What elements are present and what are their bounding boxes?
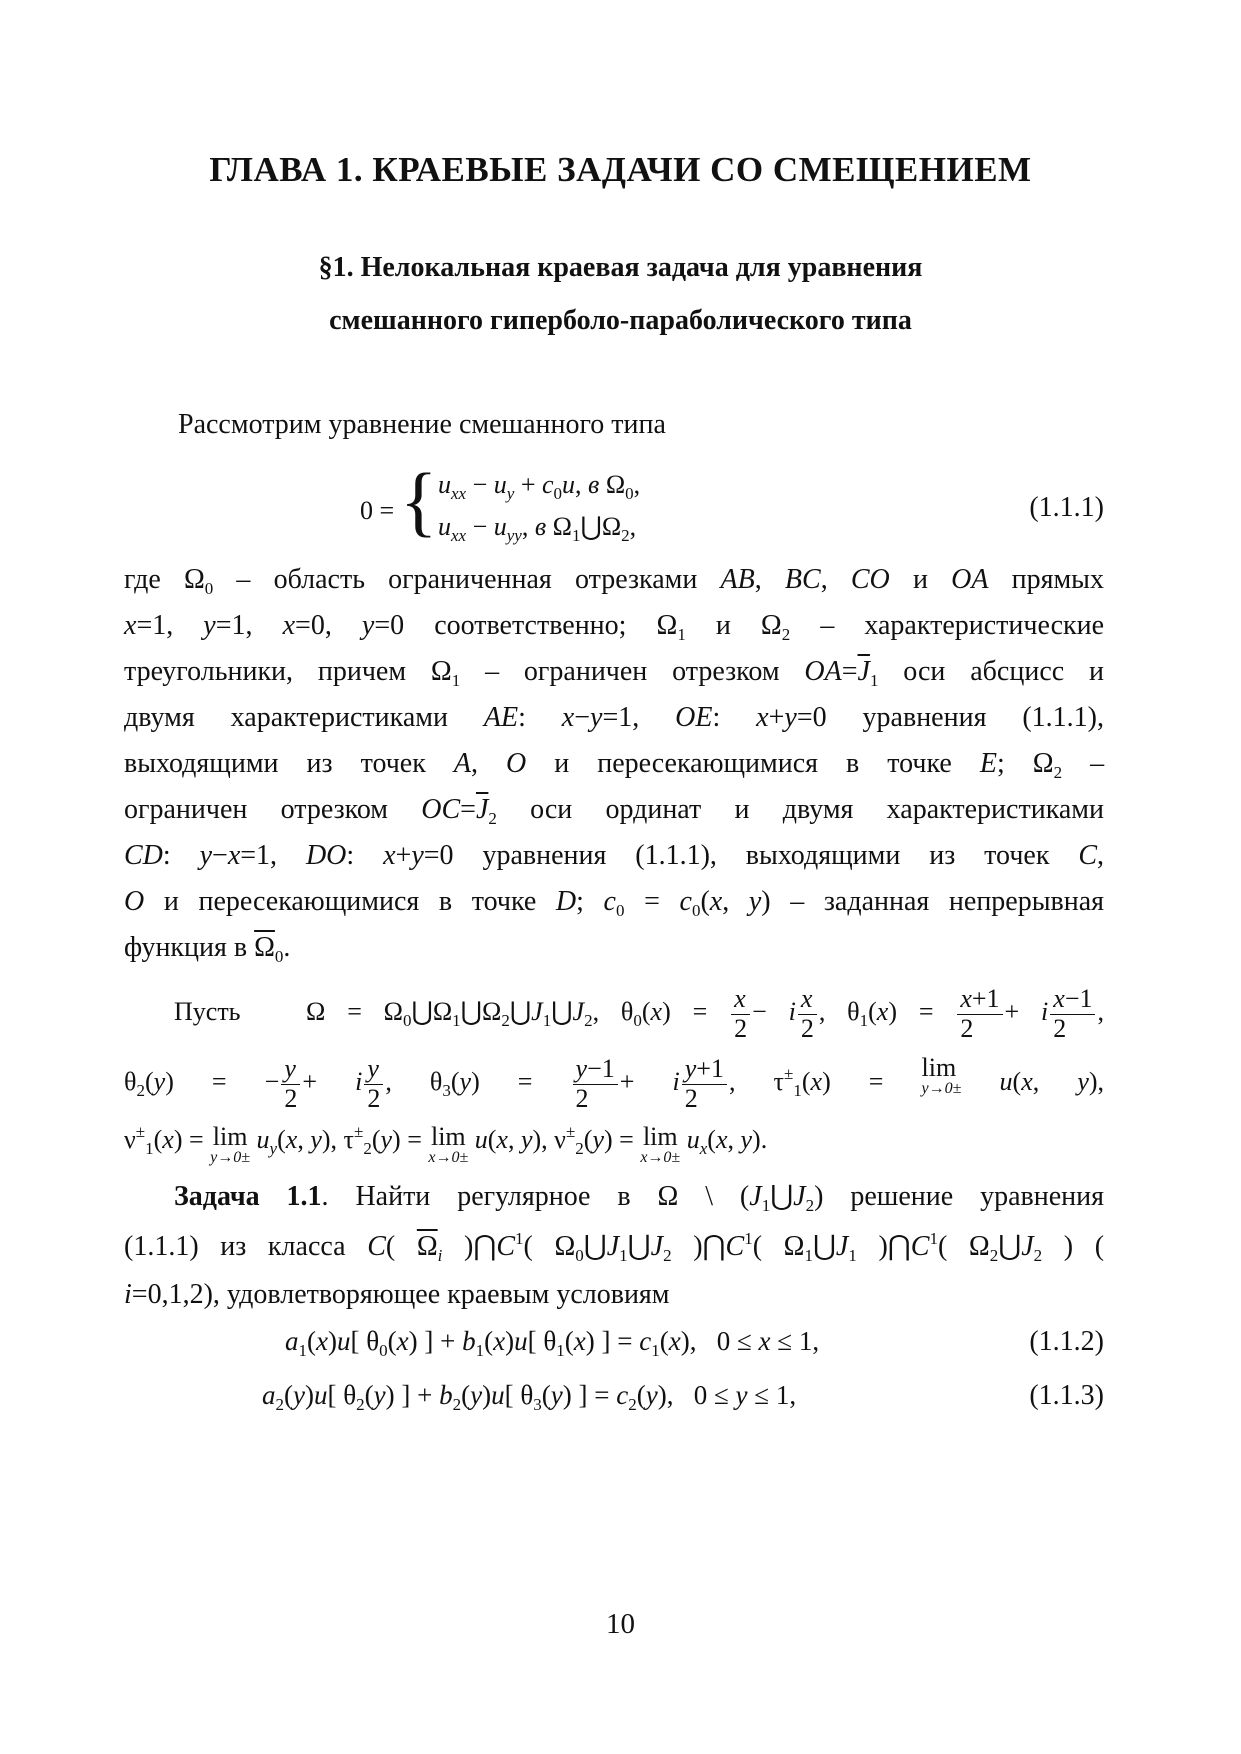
text-fragment: ), удовлетворяющее краевым условиям — [203, 1279, 670, 1310]
paragraph-line: выходящими из точек A, O и пересекающимися в точке E; $\Omega_2$ – — [124, 748, 1105, 782]
text-fragment: оси абсцисс и — [903, 656, 1105, 687]
text-fragment: : — [518, 702, 526, 733]
problem-title: Задача 1.1 — [174, 1181, 322, 1212]
text-fragment: оси ординат и двумя характеристиками — [530, 794, 1104, 825]
text-fragment: и — [912, 564, 928, 595]
definitions-line: $\nu^\pm_1(x) = \lim$ y→0± $u_y(x$, y), $\tau^\pm_2(y) = \lim$ x→0± u(x, y), $\nu^\pm_2(y) = \lim$ x→0± $u_x(x$, y). — [124, 1122, 768, 1166]
text-fragment: ограничен отрезком — [124, 794, 389, 825]
paragraph-line: ограничен отрезком $OC=\overline{J}_2$ оси ординат и двумя характеристиками — [124, 794, 1104, 828]
chapter-title: ГЛАВА 1. КРАЕВЫЕ ЗАДАЧИ СО СМЕЩЕНИЕМ — [209, 150, 1032, 189]
text-fragment: соответственно; — [434, 610, 627, 641]
text-fragment: двумя характеристиками — [124, 702, 448, 733]
equation-number-1-1-3: (1.1.3) — [1029, 1380, 1104, 1411]
equation-1-1-1: 0 = { $u_{xx} - u_y + c_0u$, в $\Omega_0$, $u_{xx} - u_{yy}$, в $\Omega_1⋃\Omega_2$, — [360, 457, 641, 545]
equation-1-1-2: $a_1(x)u$[ $\theta_0(x)$ ] + $b_1(x)u$[ $\theta_1(x)$ ] = $c_1(x)$, 0 ≤ x ≤ 1, — [285, 1326, 820, 1360]
text-fragment: пересекающимися в точке — [597, 748, 952, 779]
text-fragment: – заданная непрерывная — [790, 886, 1105, 917]
text-fragment: : — [712, 702, 721, 733]
page-number: 10 — [606, 1608, 635, 1640]
problem-line: (1.1.1) из класса C( $\overline{\Omega}_i$ )$⋂C^1$( $\Omega_0⋃J_1⋃J_2$ )$⋂C^1$( $\Omega_1⋃J_1$ )$⋂C^1$( $\Omega_2⋃J_2$ ) ( — [124, 1229, 1105, 1265]
section-title-line2: смешанного гиперболо-параболического типа — [329, 305, 912, 336]
problem-line: i=0,1,2), удовлетворяющее краевым условиям — [124, 1279, 670, 1310]
text-fragment: – характеристические — [820, 610, 1105, 641]
paragraph-line: треугольники, причем $\Omega_1$ – ограничен отрезком $OA=\overline{J}_1$ оси абсцисс и — [124, 656, 1105, 690]
text-fragment: уравнения (1.1.1), — [862, 702, 1105, 733]
intro-paragraph: Рассмотрим уравнение смешанного типа — [178, 409, 666, 440]
equation-1-1-3: $a_2(y)u$[ $\theta_2(y)$ ] + $b_2(y)u$[ $\theta_3(y)$ ] = $c_2(y)$, 0 ≤ y ≤ 1, — [262, 1380, 797, 1414]
paragraph-line: где $\Omega_0$ – область ограниченная отрезками AB, BC, CO и OA прямых — [124, 564, 1104, 598]
text-fragment: – ограничен отрезком — [485, 656, 780, 687]
section-title-line1: §1. Нелокальная краевая задача для уравнения — [318, 252, 923, 283]
text-fragment: . Найти регулярное в — [321, 1181, 631, 1212]
text-fragment: ( — [1094, 1231, 1105, 1262]
definitions-line: Пусть $\Omega = \Omega_0⋃\Omega_1⋃\Omega_2⋃J_1⋃J_2$, $\theta_0(x)$ = $\frac{x}{2}$ − i $\frac{x}{2}$ , $\theta_1(x)$ = $\frac{x+1}{2}$ + i $\frac{x-1}{2}$ , — [174, 984, 1104, 1043]
text-fragment: прямых — [1011, 564, 1104, 595]
equation-number-1-1-2: (1.1.2) — [1029, 1326, 1104, 1357]
text-fragment: где — [124, 564, 161, 595]
text-fragment: (1.1.1) из класса — [124, 1231, 346, 1262]
text-fragment: , — [754, 564, 762, 595]
definitions-line: $\theta_2(y)$ = − $\frac{y}{2}$ + i $\frac{y}{2}$ , $\theta_3(y)$ = $\frac{y-1}{2}$ + i $\frac{y+1}{2}$ , $\tau^\pm_1(x) = \lim$ y→0± u(x, y), — [124, 1053, 1105, 1113]
text-fragment: выходящими из точек — [124, 748, 426, 779]
text-fragment: и — [715, 610, 731, 641]
paragraph-line: x=1, y=1, x=0, y=0 соответственно; $\Omega_1$ и $\Omega_2$ – характеристические — [124, 610, 1105, 644]
problem-line: Задача 1.1. Найти регулярное в Ω \ $(J_1⋃J_2)$ решение уравнения — [174, 1181, 1104, 1215]
text-fragment: решение уравнения — [850, 1181, 1104, 1212]
text-fragment: и — [554, 748, 570, 779]
paragraph-line: O и пересекающимися в точке D; $c_0 = c_0(x$, y) – заданная непрерывная — [124, 886, 1105, 920]
paragraph-line: функция в $\overline{\Omega}_0$. — [124, 932, 291, 966]
text-fragment: , — [820, 564, 828, 595]
text-fragment: – область ограниченная отрезками — [236, 564, 698, 595]
text-fragment: Пусть — [174, 997, 241, 1027]
text-fragment: и пересекающимися в точке — [163, 886, 537, 917]
paragraph-line: двумя характеристиками AE: x−y=1, OE: x+y=0 уравнения (1.1.1), — [124, 702, 1105, 733]
text-fragment: уравнения (1.1.1), выходящими из точек — [482, 840, 1050, 871]
text-fragment: функция в — [124, 932, 248, 963]
paragraph-line: CD: y−x=1, DO: x+y=0 уравнения (1.1.1), выходящими из точек C, — [124, 840, 1105, 871]
equation-number-1-1-1: (1.1.1) — [1029, 492, 1104, 523]
text-fragment: треугольники, причем — [124, 656, 407, 687]
